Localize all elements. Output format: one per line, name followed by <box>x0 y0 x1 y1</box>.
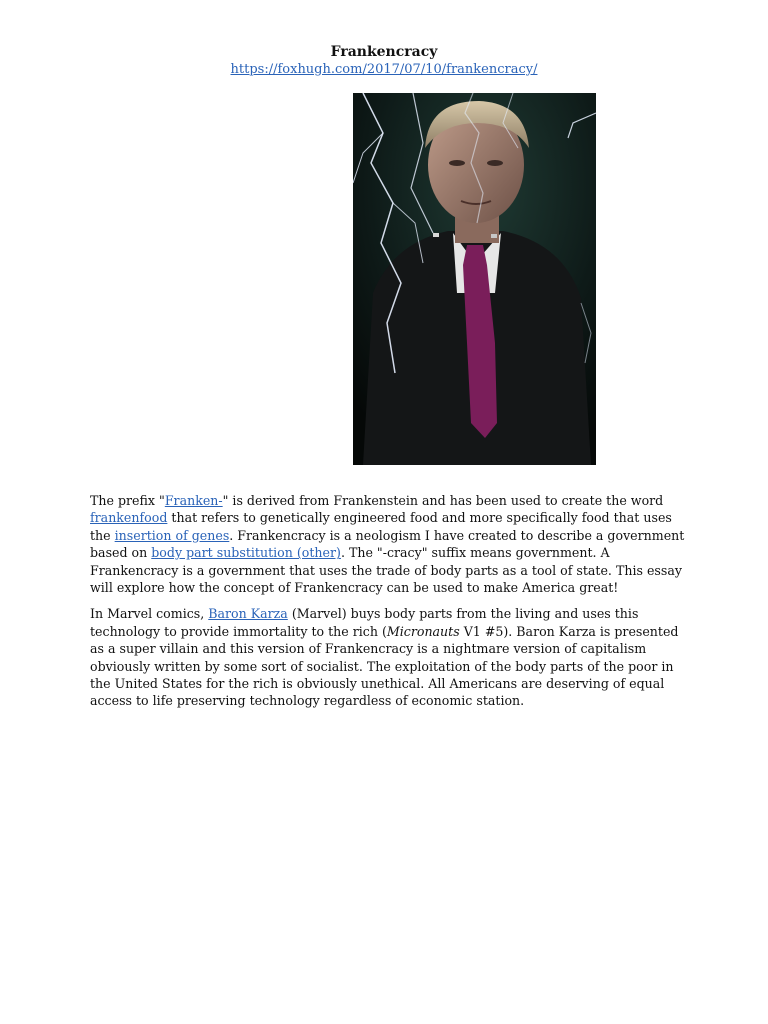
link-franken[interactable]: Franken- <box>164 493 223 508</box>
link-insertion-of-genes[interactable]: insertion of genes <box>114 527 230 543</box>
source-url-link[interactable]: https://foxhugh.com/2017/07/10/frankencracy/ <box>230 62 538 77</box>
paragraph-1-text-4: . Frankencracy is a neologism I have created to describe a government based on <box>90 527 685 561</box>
portrait-image <box>353 93 596 465</box>
paragraph-2-text-1: In Marvel comics, <box>90 606 209 622</box>
source-url-line <box>0 62 768 77</box>
paragraph-1 <box>90 492 686 596</box>
paragraph-1-text-5: . The "-cracy" suffix means government. A Frankencracy is a government that uses the trade of body parts as a tool of state. This essay will explore how the concept of Frankencracy can be used to make America great! <box>90 545 682 596</box>
paragraph-2-text-2: (Marvel) buys body parts from the living and uses this technology to provide immortality to the rich ( <box>90 606 639 639</box>
portrait-illustration <box>353 93 596 465</box>
link-frankenfood[interactable]: frankenfood <box>90 510 168 526</box>
body-text <box>90 492 686 719</box>
link-baron-karza[interactable]: Baron Karza <box>208 606 288 622</box>
link-body-part-substitution[interactable]: body part substitution (other) <box>151 545 341 561</box>
paragraph-1-text-1: The prefix " <box>90 493 165 508</box>
paragraph-1-text-3: that refers to genetically engineered food and more specifically food that uses the <box>90 510 672 543</box>
document-title: Frankencracy <box>330 44 438 60</box>
paragraph-1-text-2: " is derived from Frankenstein and has been used to create the word <box>222 493 664 508</box>
paragraph-2 <box>90 605 686 709</box>
micronauts-title: Micronauts <box>386 623 460 639</box>
paragraph-2-text-3: V1 #5). Baron Karza is presented as a super villain and this version of Frankencracy is a nightmare version of capitalism obviously written by some sort of socialist. The exploitation of the body parts of the poor in the United States for the rich is obviously unethical. All Americans are deserving of equal access to life preserving technology regardless of economic station. <box>90 623 679 709</box>
